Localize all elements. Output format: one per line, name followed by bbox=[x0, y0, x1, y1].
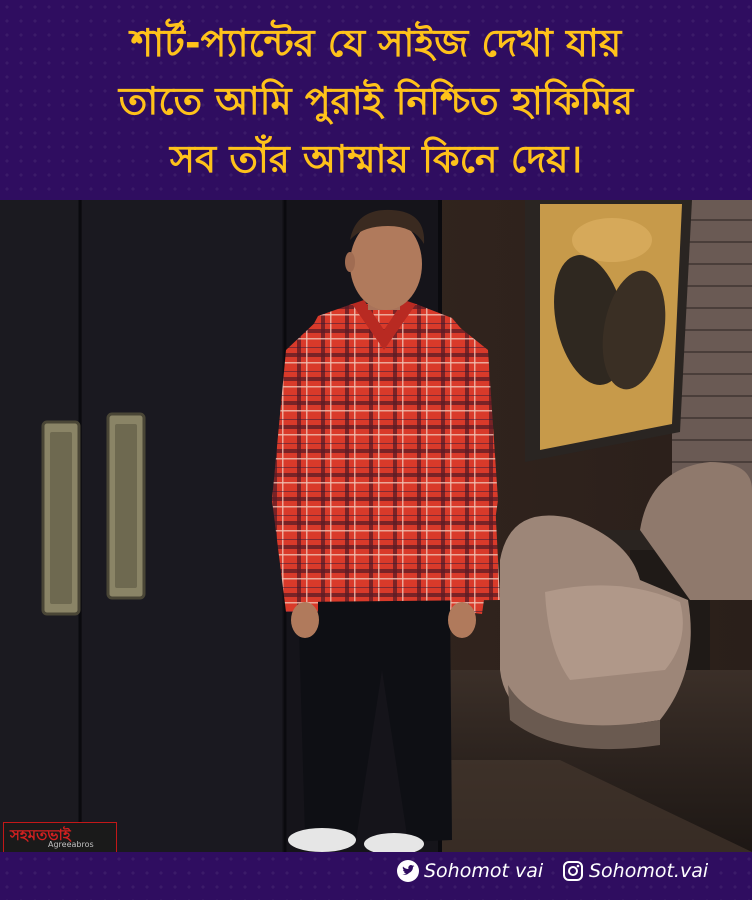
caption-banner bbox=[0, 0, 752, 200]
instagram-link[interactable] bbox=[562, 860, 708, 882]
twitter-handle: Sohomot vai bbox=[424, 860, 544, 882]
watermark-logo bbox=[3, 822, 117, 854]
instagram-icon bbox=[562, 860, 584, 882]
framed-artwork bbox=[525, 200, 692, 462]
caption-line-1: শার্ট-প্যান্টের যে সাইজ দেখা যায় bbox=[130, 21, 622, 65]
photo-illustration bbox=[0, 200, 752, 852]
footer-bar bbox=[0, 852, 752, 900]
twitter-icon bbox=[397, 860, 419, 882]
watermark-subtitle: Agreeabros bbox=[48, 840, 94, 849]
caption-line-2: তাতে আমি পুরাই নিশ্চিত হাকিমির bbox=[118, 79, 634, 123]
meme-caption bbox=[20, 14, 732, 188]
photo bbox=[0, 200, 752, 852]
instagram-handle: Sohomot.vai bbox=[589, 860, 709, 882]
watermark-title: সহমতভাই bbox=[10, 826, 71, 844]
twitter-link[interactable] bbox=[397, 860, 543, 882]
caption-line-3: সব তাঁর আম্মায় কিনে দেয়। bbox=[169, 137, 583, 181]
